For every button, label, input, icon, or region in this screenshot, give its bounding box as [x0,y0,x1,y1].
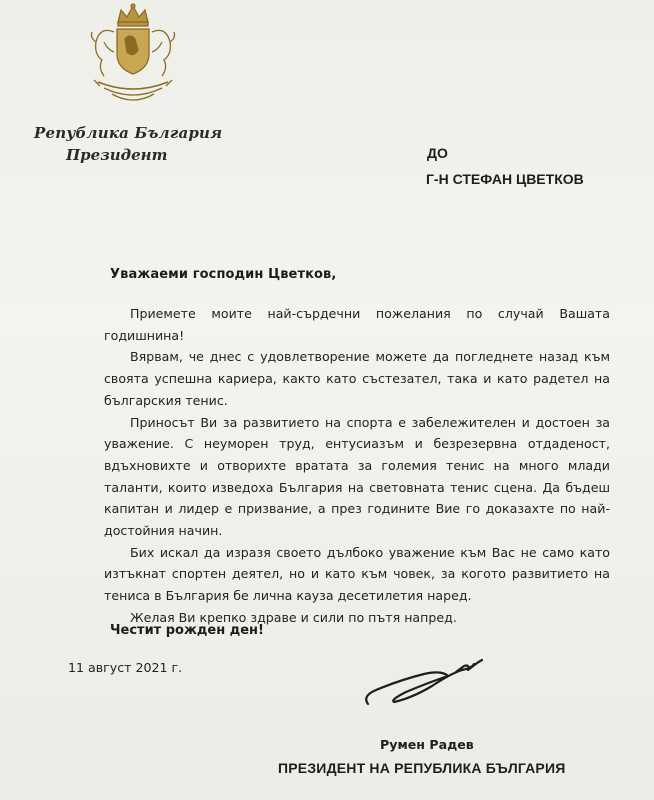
paragraph: Приемете моите най-сърдечни пожелания по случай Вашата годишнина! [104,306,610,343]
sender-office: Президент [66,146,168,164]
signatory-name: Румен Радев [380,737,474,752]
recipient-to: ДО [427,145,448,161]
recipient-name: Г-Н СТЕФАН ЦВЕТКОВ [426,171,584,187]
signature-icon [360,652,484,712]
sender-country: Република България [34,124,223,142]
paragraph: Приносът Ви за развитието на спорта е забележителен и достоен за уважение. С неуморен труд, ентусиазъм и безрезервна отдаденост, вдъхновихте и отворихте вратата за големия тенис на много млади таланти, които изведоха България на световната тенис сцена. Да бъдеш капитан и лидер е призвание, а през годините Вие го доказахте по най-достойния начин. [104,414,610,539]
letter-body [104,303,610,629]
paragraph: Бих искал да изразя своето дълбоко уважение към Вас не само като изтъкнат спортен деятел, но и като към човек, за когото развитието на тениса в България бе лична кауза десетилетия наред. [104,544,610,604]
paragraph: Желая Ви крепко здраве и сили по пътя напред. [130,609,457,625]
paragraph: Вярвам, че днес с удовлетворение можете да погледнете назад към своята успешна кариера, както като състезател, така и като радетел на българския тенис. [104,349,610,408]
salutation: Уважаеми господин Цветков, [110,267,337,282]
coat-of-arms-icon [74,2,192,110]
letter-date: 11 август 2021 г. [68,660,183,675]
sender-block [34,124,222,164]
closing-greeting: Честит рожден ден! [110,623,264,638]
signatory-title: ПРЕЗИДЕНТ НА РЕПУБЛИКА БЪЛГАРИЯ [278,760,566,776]
recipient-block [426,140,584,192]
